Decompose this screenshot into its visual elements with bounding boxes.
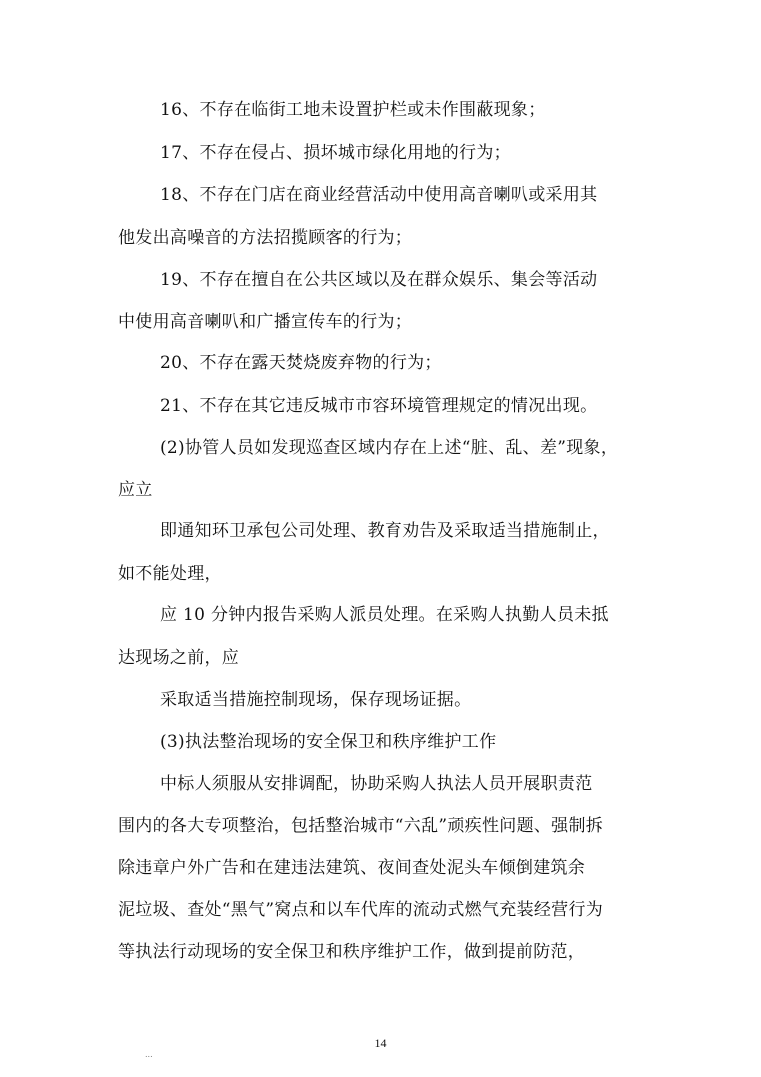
footer-marks: ...: [145, 1050, 153, 1059]
text-line-11: 即通知环卫承包公司处理、教育劝告及采取适当措施制止，: [160, 521, 610, 541]
text-line-5: 19、不存在擅自在公共区域以及在群众娱乐、集会等活动: [160, 270, 598, 290]
text-line-3: 18、不存在门店在商业经营活动中使用高音喇叭或采用其: [160, 185, 598, 205]
text-line-2: 17、不存在侵占、损坏城市绿化用地的行为；: [160, 143, 511, 163]
text-line-4: 他发出高噪音的方法招揽顾客的行为；: [118, 228, 413, 248]
text-line-16: (3)执法整治现场的安全保卫和秩序维护工作: [160, 732, 497, 752]
page-number: 14: [374, 1036, 387, 1050]
text-line-8: 21、不存在其它违反城市市容环境管理规定的情况出现。: [160, 396, 598, 416]
text-line-18: 围内的各大专项整治，包括整治城市“六乱”顽疾性问题、强制拆: [118, 816, 604, 836]
text-line-13: 应 10 分钟内报告采购人派员处理。在采购人执勤人员未抵: [160, 605, 609, 625]
text-line-7: 20、不存在露天焚烧废弃物的行为；: [160, 353, 442, 373]
text-line-20: 泥垃圾、查处“黑气”窝点和以车代库的流动式燃气充装经营行为: [118, 900, 604, 920]
text-line-21: 等执法行动现场的安全保卫和秩序维护工作，做到提前防范，: [118, 942, 586, 962]
text-line-10: 应立: [118, 480, 153, 500]
text-line-12: 如不能处理，: [118, 564, 222, 584]
text-line-1: 16、不存在临街工地未设置护栏或未作围蔽现象；: [160, 100, 546, 120]
text-line-14: 达现场之前，应: [118, 648, 240, 668]
text-line-6: 中使用高音喇叭和广播宣传车的行为；: [118, 312, 413, 332]
text-line-17: 中标人须服从安排调配，协助采购人执法人员开展职责范: [160, 774, 593, 794]
text-line-9: (2)协管人员如发现巡查区域内存在上述“脏、乱、差”现象，: [160, 438, 619, 458]
text-line-15: 采取适当措施控制现场，保存现场证据。: [160, 690, 472, 710]
text-line-19: 除违章户外广告和在建违法建筑、夜间查处泥头车倾倒建筑余: [118, 858, 586, 878]
